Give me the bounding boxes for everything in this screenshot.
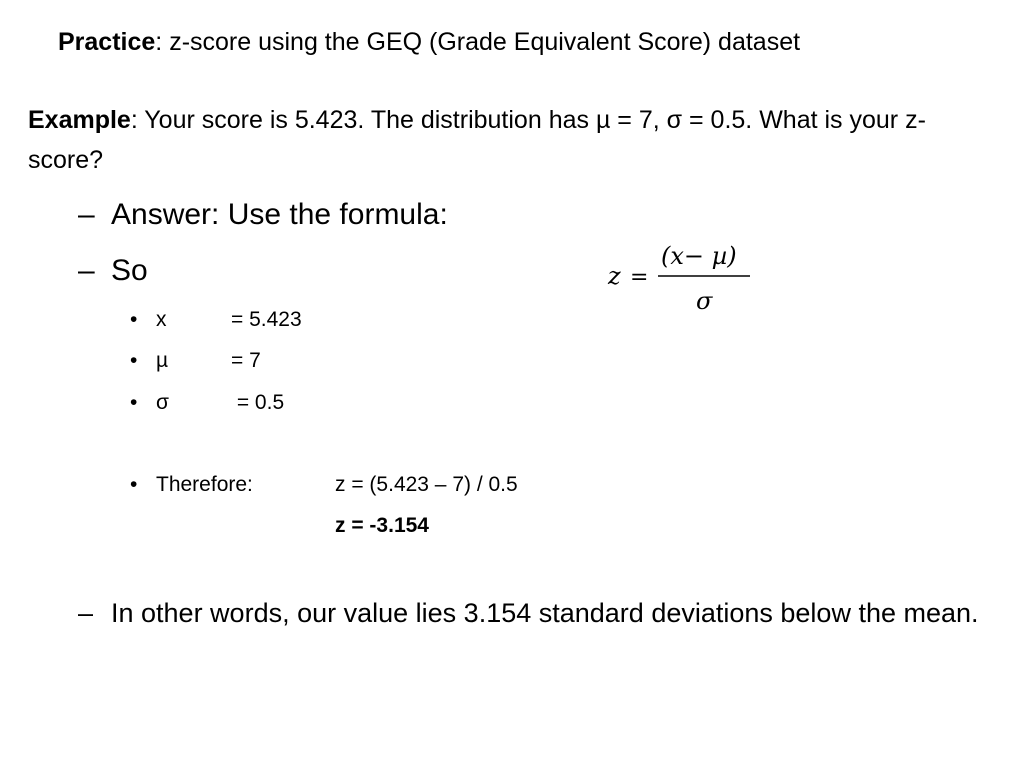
bullet-marker: •	[130, 308, 138, 331]
example-paragraph	[28, 100, 988, 180]
example-label: Example	[28, 106, 131, 134]
dash-marker: –	[78, 254, 95, 287]
variable-value: = 7	[231, 349, 261, 372]
dash-marker: –	[78, 598, 94, 628]
formula-numerator: (x− µ)	[661, 242, 737, 270]
bullet-marker: •	[130, 349, 138, 372]
slide-title	[58, 24, 800, 60]
example-text: : Your score is 5.423. The distribution has µ = 7, σ = 0.5. What is your z-score?	[28, 106, 926, 174]
variable-value: = 5.423	[231, 308, 302, 331]
formula-equals: =	[630, 265, 649, 290]
z-score-formula	[604, 236, 764, 326]
therefore-expression: z = (5.423 – 7) / 0.5	[335, 473, 518, 496]
so-text: So	[111, 254, 148, 287]
answer-text: Answer: Use the formula:	[111, 198, 448, 231]
variable-name: x	[156, 308, 167, 331]
dash-marker: –	[78, 198, 95, 231]
result-value: z = -3.154	[335, 514, 429, 537]
bullet-marker: •	[130, 391, 138, 414]
title-bold: Practice	[58, 28, 156, 56]
bullet-marker: •	[130, 473, 138, 496]
variable-name: σ	[156, 391, 169, 414]
formula-lhs: z	[608, 262, 621, 290]
therefore-label: Therefore:	[156, 473, 253, 496]
conclusion-text: In other words, our value lies 3.154 standard deviations below the mean.	[111, 598, 979, 628]
variable-name: µ	[156, 349, 169, 372]
title-rest: : z-score using the GEQ (Grade Equivalent Score) dataset	[155, 28, 801, 56]
variable-value: = 0.5	[231, 391, 285, 414]
formula-denominator: σ	[696, 287, 713, 315]
